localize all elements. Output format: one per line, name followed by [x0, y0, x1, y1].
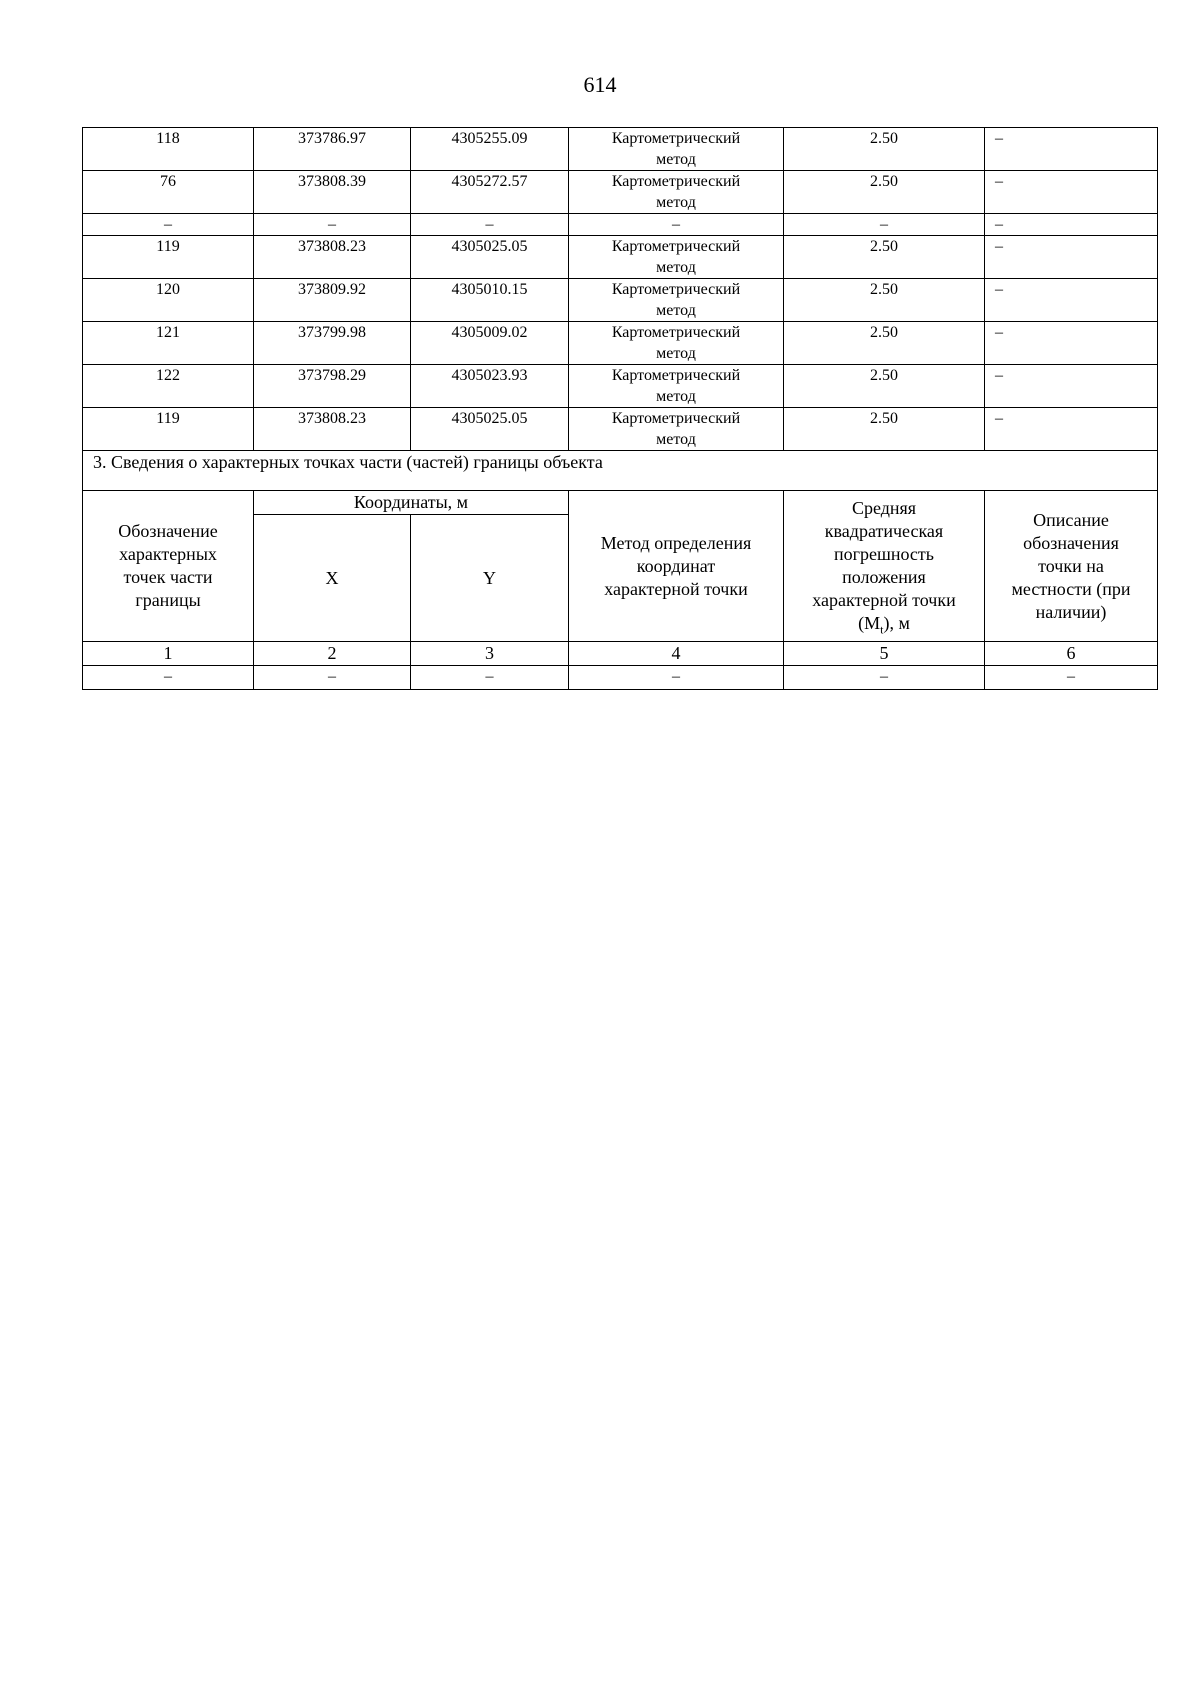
description-cell: – [985, 322, 1158, 365]
column-number-row [83, 642, 1158, 666]
point-number-cell: 122 [83, 365, 254, 408]
section-title: 3. Сведения о характерных точках части (частей) границы объекта [83, 451, 1158, 491]
table-row [83, 236, 1158, 279]
table-row [83, 666, 1158, 690]
table-row [83, 408, 1158, 451]
point-number-cell: 120 [83, 279, 254, 322]
description-cell: – [985, 214, 1158, 236]
column-number: 1 [83, 642, 254, 666]
table-row [83, 171, 1158, 214]
empty-cell: – [254, 666, 411, 690]
y-coordinate-cell: – [411, 214, 569, 236]
header-point-designation: Обозначение характерных точек части границы [83, 491, 254, 642]
column-number: 2 [254, 642, 411, 666]
point-number-cell: – [83, 214, 254, 236]
column-number: 4 [569, 642, 784, 666]
table-row [83, 214, 1158, 236]
y-coordinate-cell: 4305025.05 [411, 236, 569, 279]
empty-cell: – [784, 666, 985, 690]
method-cell: – [569, 214, 784, 236]
error-cell: 2.50 [784, 322, 985, 365]
header-coordinates: Координаты, м [254, 491, 569, 515]
method-cell: Картометрический метод [569, 365, 784, 408]
header-error-main: Средняя квадратическая погрешность положения характерной точки (M [812, 498, 956, 633]
x-coordinate-cell: 373799.98 [254, 322, 411, 365]
header-error-subscript: t [880, 622, 884, 637]
error-cell: 2.50 [784, 408, 985, 451]
method-cell: Картометрический метод [569, 322, 784, 365]
error-cell: 2.50 [784, 171, 985, 214]
description-cell: – [985, 171, 1158, 214]
error-cell: – [784, 214, 985, 236]
page-number: 614 [583, 72, 617, 97]
x-coordinate-cell: 373798.29 [254, 365, 411, 408]
x-coordinate-cell: – [254, 214, 411, 236]
table-row [83, 279, 1158, 322]
y-coordinate-cell: 4305272.57 [411, 171, 569, 214]
y-coordinate-cell: 4305025.05 [411, 408, 569, 451]
empty-cell: – [411, 666, 569, 690]
description-cell: – [985, 128, 1158, 171]
header-method: Метод определения координат характерной точки [569, 491, 784, 642]
error-cell: 2.50 [784, 365, 985, 408]
error-cell: 2.50 [784, 236, 985, 279]
point-number-cell: 121 [83, 322, 254, 365]
point-number-cell: 76 [83, 171, 254, 214]
column-number: 5 [784, 642, 985, 666]
method-cell: Картометрический метод [569, 408, 784, 451]
method-cell: Картометрический метод [569, 128, 784, 171]
table-row [83, 322, 1158, 365]
description-cell: – [985, 365, 1158, 408]
header-description: Описание обозначения точки на местности (при наличии) [985, 491, 1158, 642]
boundary-points-table [82, 127, 1158, 690]
y-coordinate-cell: 4305009.02 [411, 322, 569, 365]
column-number: 6 [985, 642, 1158, 666]
method-cell: Картометрический метод [569, 171, 784, 214]
table-row [83, 128, 1158, 171]
error-cell: 2.50 [784, 128, 985, 171]
description-cell: – [985, 236, 1158, 279]
header-mean-square-error [784, 491, 985, 642]
table-row [83, 365, 1158, 408]
empty-cell: – [985, 666, 1158, 690]
x-coordinate-cell: 373786.97 [254, 128, 411, 171]
empty-cell: – [569, 666, 784, 690]
description-cell: – [985, 408, 1158, 451]
header-row [83, 491, 1158, 515]
header-x: X [254, 515, 411, 642]
x-coordinate-cell: 373809.92 [254, 279, 411, 322]
section-title-row [83, 451, 1158, 491]
column-number: 3 [411, 642, 569, 666]
method-cell: Картометрический метод [569, 279, 784, 322]
empty-cell: – [83, 666, 254, 690]
header-y: Y [411, 515, 569, 642]
header-error-tail: ), м [883, 613, 910, 633]
y-coordinate-cell: 4305023.93 [411, 365, 569, 408]
y-coordinate-cell: 4305255.09 [411, 128, 569, 171]
point-number-cell: 119 [83, 408, 254, 451]
method-cell: Картометрический метод [569, 236, 784, 279]
error-cell: 2.50 [784, 279, 985, 322]
y-coordinate-cell: 4305010.15 [411, 279, 569, 322]
x-coordinate-cell: 373808.23 [254, 236, 411, 279]
point-number-cell: 118 [83, 128, 254, 171]
x-coordinate-cell: 373808.23 [254, 408, 411, 451]
description-cell: – [985, 279, 1158, 322]
x-coordinate-cell: 373808.39 [254, 171, 411, 214]
point-number-cell: 119 [83, 236, 254, 279]
